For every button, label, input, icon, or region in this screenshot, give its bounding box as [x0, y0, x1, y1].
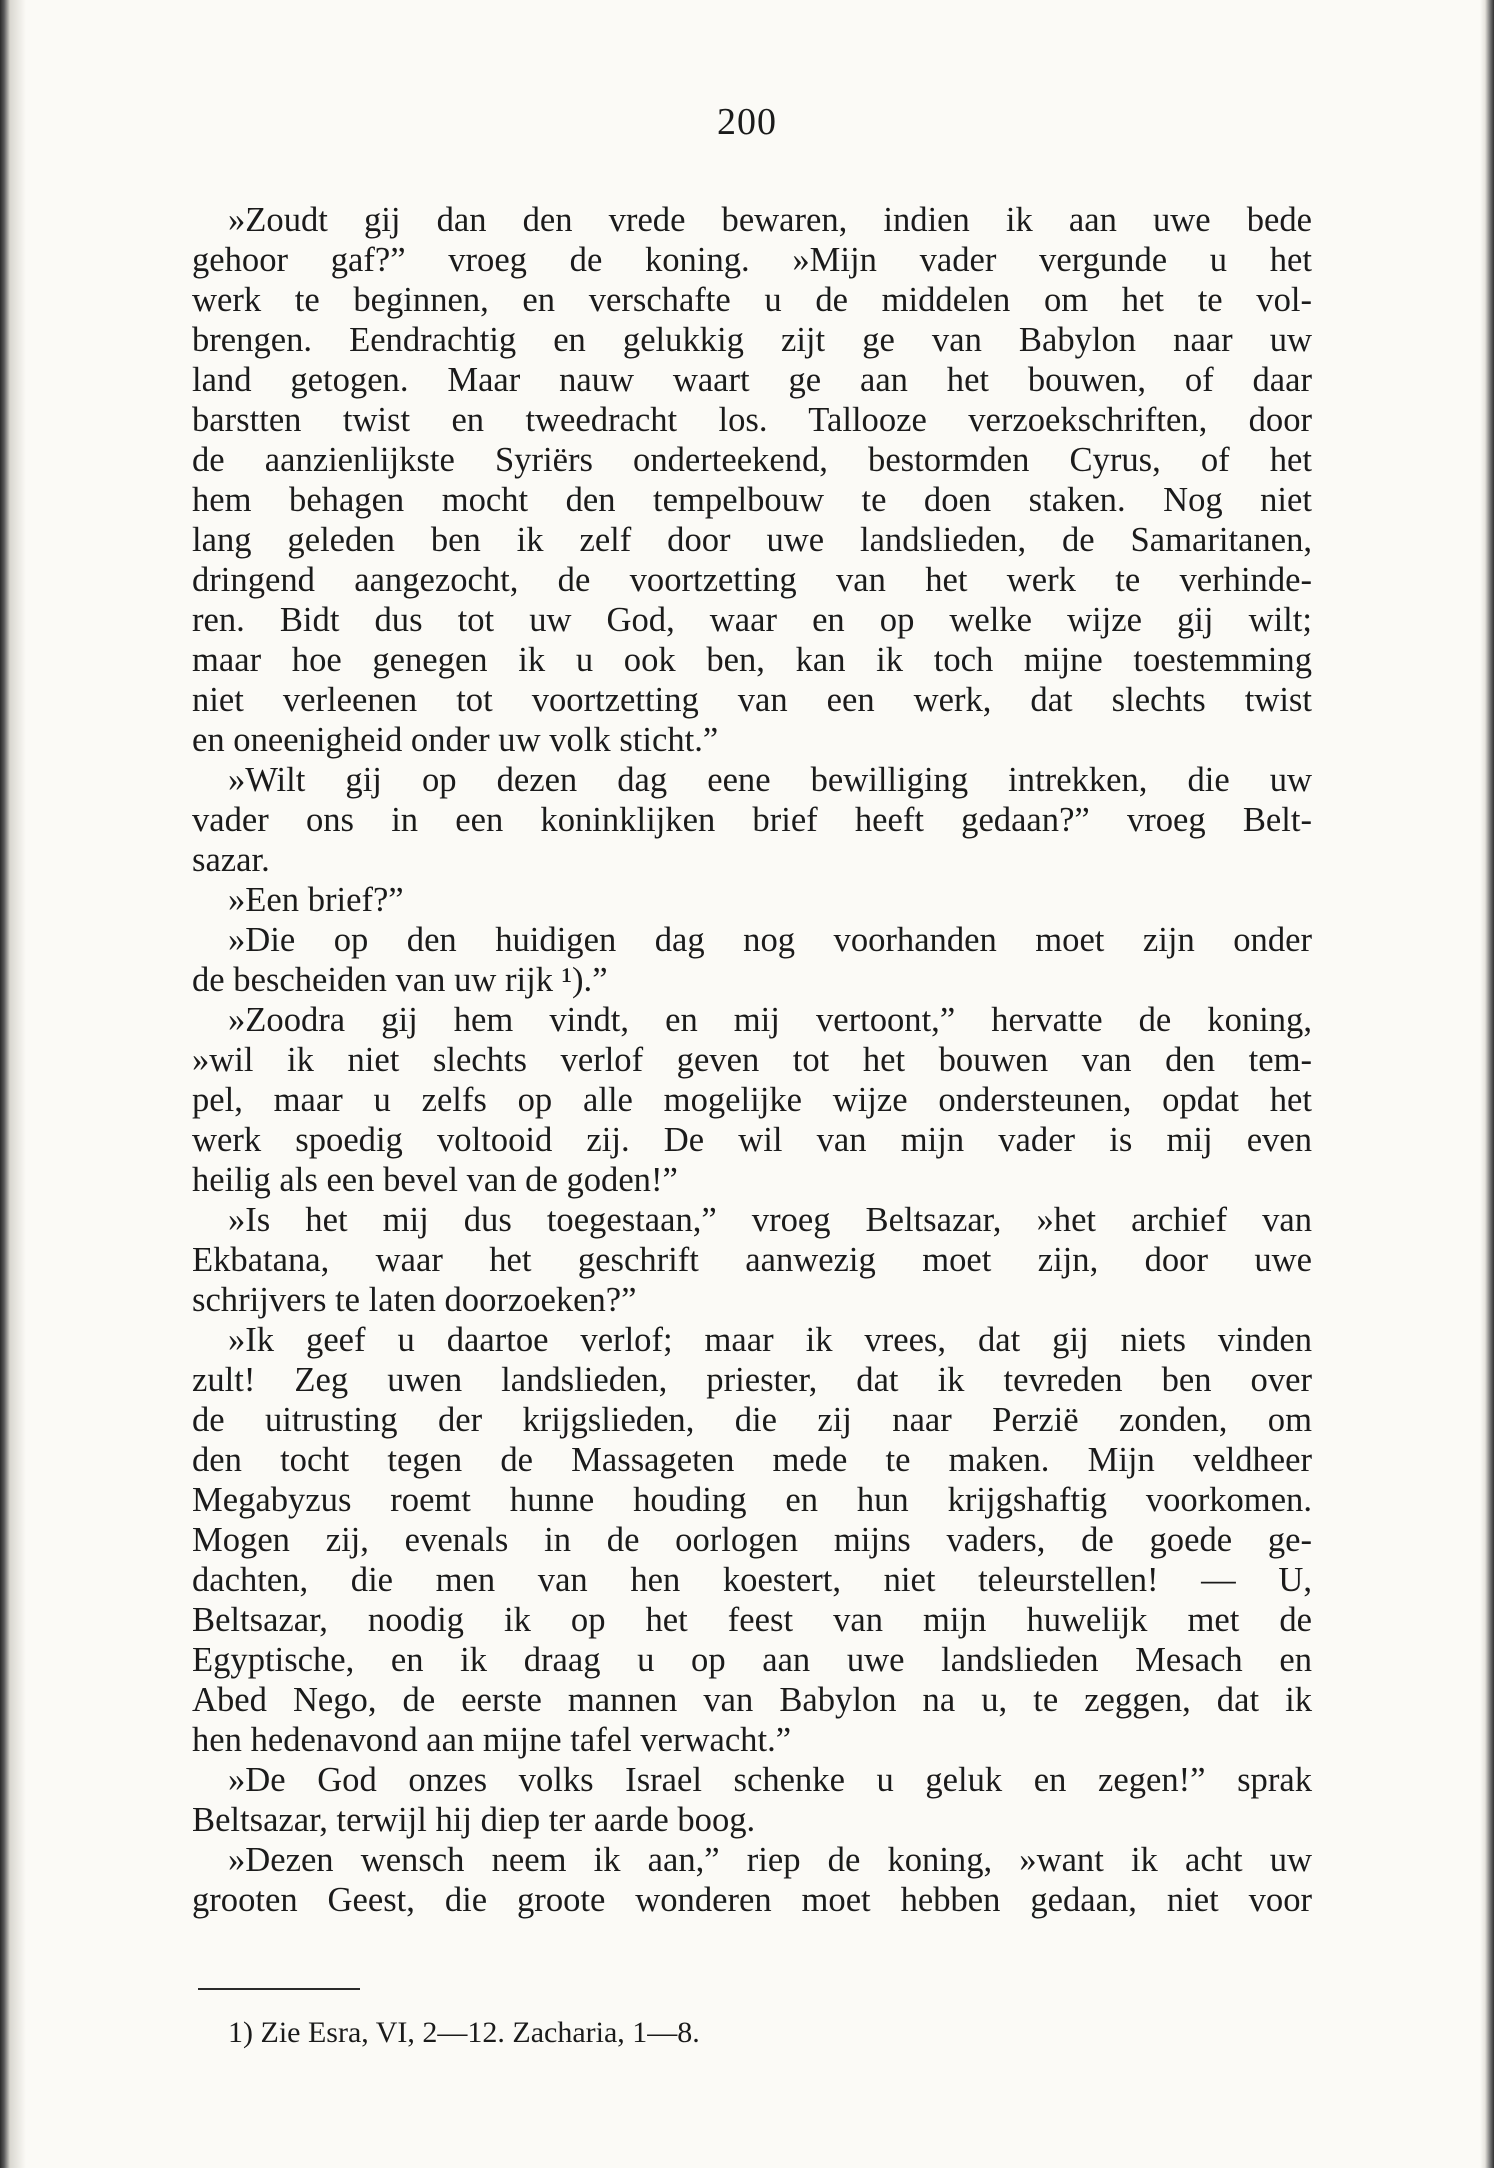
text-line: dringend aangezocht, de voortzetting van het werk te verhinde-	[192, 561, 1312, 599]
text-line: grooten Geest, die groote wonderen moet hebben gedaan, niet voor	[192, 1881, 1312, 1919]
text-line: de aanzienlijkste Syriërs onderteekend, bestormden Cyrus, of het	[192, 441, 1312, 479]
text-line: heilig als een bevel van de goden!”	[192, 1161, 678, 1199]
text-line: Egyptische, en ik draag u op aan uwe landslieden Mesach en	[192, 1641, 1312, 1679]
text-line: dachten, die men van hen koestert, niet teleurstellen! — U,	[192, 1561, 1312, 1599]
text-line: »Zoodra gij hem vindt, en mij vertoont,” hervatte de koning,	[228, 1001, 1312, 1039]
text-line: pel, maar u zelfs op alle mogelijke wijze ondersteunen, opdat het	[192, 1081, 1312, 1119]
text-line: »Dezen wensch neem ik aan,” riep de koning, »want ik acht uw	[228, 1841, 1312, 1879]
text-line: Megabyzus roemt hunne houding en hun krijgshaftig voorkomen.	[192, 1481, 1312, 1519]
text-line: hem behagen mocht den tempelbouw te doen staken. Nog niet	[192, 481, 1312, 519]
text-line: »Zoudt gij dan den vrede bewaren, indien ik aan uwe bede	[228, 201, 1312, 239]
text-line: vader ons in een koninklijken brief heeft gedaan?” vroeg Belt-	[192, 801, 1312, 839]
text-line: Abed Nego, de eerste mannen van Babylon na u, te zeggen, dat ik	[192, 1681, 1312, 1719]
text-line: Beltsazar, noodig ik op het feest van mijn huwelijk met de	[192, 1601, 1312, 1639]
text-line: en oneenigheid onder uw volk sticht.”	[192, 721, 719, 759]
text-line: zult! Zeg uwen landslieden, priester, dat ik tevreden ben over	[192, 1361, 1312, 1399]
text-line: de uitrusting der krijgslieden, die zij naar Perzië zonden, om	[192, 1401, 1312, 1439]
text-line: »Wilt gij op dezen dag eene bewilliging intrekken, die uw	[228, 761, 1312, 799]
text-line: de bescheiden van uw rijk ¹).”	[192, 961, 608, 999]
text-line: Mogen zij, evenals in de oorlogen mijns vaders, de goede ge-	[192, 1521, 1312, 1559]
text-line: Beltsazar, terwijl hij diep ter aarde boog.	[192, 1801, 756, 1839]
text-line: brengen. Eendrachtig en gelukkig zijt ge van Babylon naar uw	[192, 321, 1312, 359]
page-number: 200	[717, 101, 777, 143]
footnote-rule	[198, 1988, 360, 1990]
body-text	[192, 200, 1312, 1920]
text-line: niet verleenen tot voortzetting van een werk, dat slechts twist	[192, 681, 1312, 719]
text-line: »wil ik niet slechts verlof geven tot het bouwen van den tem-	[192, 1041, 1312, 1079]
text-line: sazar.	[192, 841, 270, 879]
text-line: gehoor gaf?” vroeg de koning. »Mijn vader vergunde u het	[192, 241, 1312, 279]
text-line: land getogen. Maar nauw waart ge aan het bouwen, of daar	[192, 361, 1312, 399]
text-line: Ekbatana, waar het geschrift aanwezig moet zijn, door uwe	[192, 1241, 1312, 1279]
text-line: hen hedenavond aan mijne tafel verwacht.”	[192, 1721, 792, 1759]
text-line: maar hoe genegen ik u ook ben, kan ik toch mijne toestemming	[192, 641, 1312, 679]
footnote: 1) Zie Esra, VI, 2—12. Zacharia, 1—8.	[228, 2016, 700, 2049]
text-line: werk spoedig voltooid zij. De wil van mijn vader is mij even	[192, 1121, 1312, 1159]
text-line: werk te beginnen, en verschafte u de middelen om het te vol-	[192, 281, 1312, 319]
text-line: »Ik geef u daartoe verlof; maar ik vrees, dat gij niets vinden	[228, 1321, 1312, 1359]
text-line: barstten twist en tweedracht los. Tallooze verzoekschriften, door	[192, 401, 1312, 439]
text-line: ren. Bidt dus tot uw God, waar en op welke wijze gij wilt;	[192, 601, 1312, 639]
text-line: »De God onzes volks Israel schenke u geluk en zegen!” sprak	[228, 1761, 1312, 1799]
text-line: den tocht tegen de Massageten mede te maken. Mijn veldheer	[192, 1441, 1312, 1479]
text-line: »Is het mij dus toegestaan,” vroeg Beltsazar, »het archief van	[228, 1201, 1312, 1239]
text-line: »Die op den huidigen dag nog voorhanden moet zijn onder	[228, 921, 1312, 959]
scan-edge-right	[1480, 0, 1494, 2168]
text-line: schrijvers te laten doorzoeken?”	[192, 1281, 637, 1319]
text-line: lang geleden ben ik zelf door uwe landslieden, de Samaritanen,	[192, 521, 1312, 559]
text-line: »Een brief?”	[228, 881, 404, 919]
scan-edge-left	[0, 0, 26, 2168]
